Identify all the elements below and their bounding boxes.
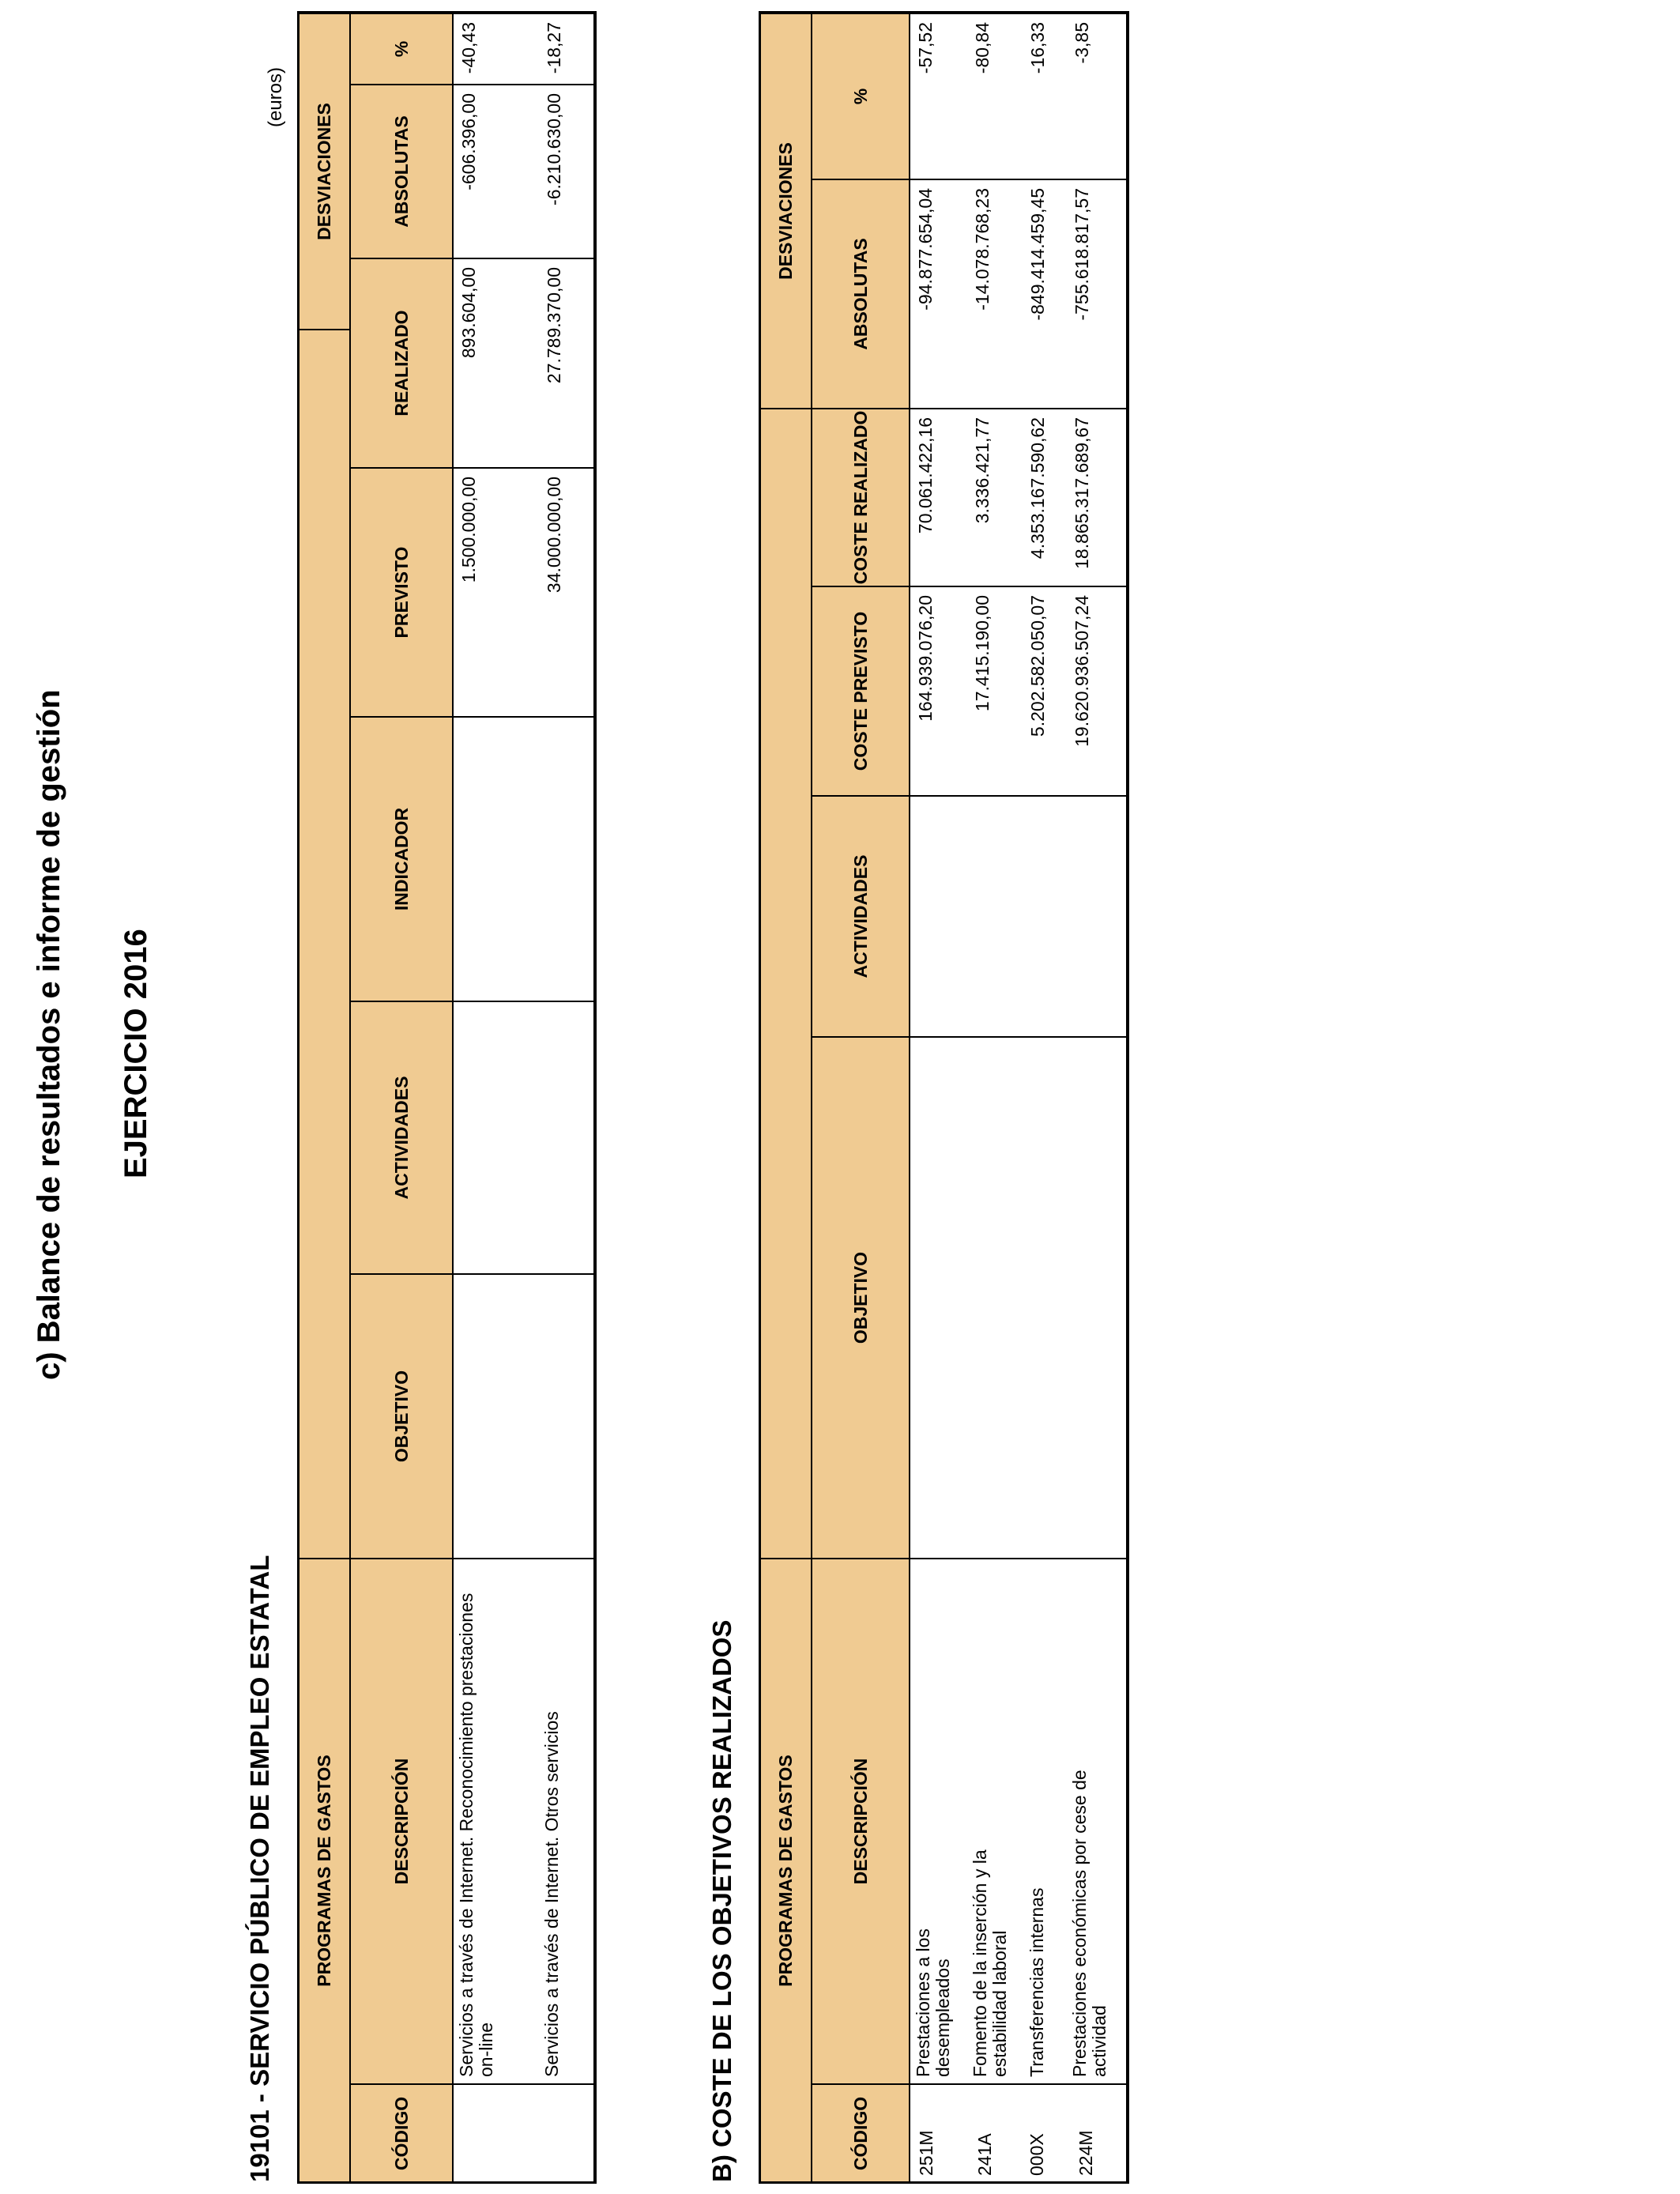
table1-deviations-label: DESVIACIONES [313, 103, 334, 240]
col-label: COSTE REALIZADO [849, 410, 871, 585]
table1-objetivo-cell [454, 1273, 595, 1558]
col-label: REALIZADO [390, 310, 412, 417]
table2 [760, 13, 1128, 2182]
units-label: (euros) [265, 66, 286, 127]
table1-realizado-cell [454, 258, 595, 467]
table1-deviations-header [299, 13, 351, 329]
descripcion-text: Transferencias internas [1026, 1887, 1047, 2077]
table2-group-header [760, 1558, 812, 2182]
table2-coste-previsto-cell [910, 586, 1128, 795]
table1-row2-descripcion: Servicios a través de Internet. Otros servicios [541, 1711, 562, 2077]
col-label: CÓDIGO [390, 2096, 412, 2171]
table1-col-realizado [351, 258, 454, 467]
table2-row3-coste-previsto: 5.202.582.050,07 [1027, 595, 1048, 737]
table1-row1-realizado: 893.604,00 [458, 267, 479, 359]
col-label: ACTIVIDADES [390, 1076, 412, 1200]
descripcion-text: Prestaciones a los desempleados [913, 1928, 954, 2077]
table2-objetivo-cell [910, 1036, 1128, 1558]
table2-row2-absolutas: -14.078.768,23 [972, 188, 993, 311]
table2-row3-coste-realizado: 4.353.167.590,62 [1027, 417, 1048, 560]
table2-row4-codigo: 224M [1075, 2130, 1096, 2176]
table1-group-header [299, 1558, 351, 2182]
table1-actividades-cell [454, 1001, 595, 1273]
table2-group-header-label: PROGRAMAS DE GASTOS [774, 1755, 796, 1987]
table1-descripcion-cell [454, 1558, 595, 2083]
table2-row1-absolutas: -94.877.654,04 [915, 188, 936, 311]
table1-col-codigo [351, 2083, 454, 2182]
table2-col-coste-previsto [812, 586, 910, 795]
table1-indicador-cell [454, 716, 595, 1001]
table1-codigo-cell [454, 2083, 595, 2182]
table1-row1-previsto: 1.500.000,00 [458, 477, 479, 583]
table2-absolutas-cell [910, 179, 1128, 408]
table1-col-previsto [351, 467, 454, 716]
page-title: c) Balance de resultados e informe de gestión [32, 689, 66, 1380]
table1-row2-absolutas: -6.210.630,00 [544, 93, 564, 205]
descripcion-text: Prestaciones económicas por cese de actividad [1069, 1770, 1110, 2077]
table1-absolutas-cell [454, 84, 595, 258]
table2-row4-coste-previsto: 19.620.936.507,24 [1072, 595, 1092, 747]
col-label: INDICADOR [390, 807, 412, 911]
table1-col-indicador [351, 716, 454, 1001]
table1-previsto-cell [454, 467, 595, 716]
table2-row1-pct: -57,52 [915, 22, 936, 74]
table2-col-coste-realizado [812, 408, 910, 586]
col-label: ABSOLUTAS [849, 238, 871, 350]
table2-row4-coste-realizado: 18.865.317.689,67 [1072, 417, 1092, 569]
table1-section-title: 19101 - SERVICIO PÚBLICO DE EMPLEO ESTATAL [245, 1555, 274, 2182]
table1 [299, 13, 595, 2182]
table2-row2-codigo: 241A [974, 2133, 995, 2176]
table2-actividades-cell [910, 795, 1128, 1036]
col-label: OBJETIVO [390, 1370, 412, 1463]
table2-pct-cell [910, 13, 1128, 179]
table2-deviations-header [760, 13, 812, 408]
table1-col-actividades [351, 1001, 454, 1273]
table1-group-header-label: PROGRAMAS DE GASTOS [313, 1755, 334, 1987]
table2-col-pct [812, 13, 910, 179]
page-subtitle: EJERCICIO 2016 [119, 929, 153, 1178]
col-label: DESCRIPCIÓN [390, 1758, 412, 1885]
table1-row1-absolutas: -606.396,00 [458, 93, 479, 190]
col-label: % [390, 40, 412, 58]
table2-row2-coste-realizado: 3.336.421,77 [972, 417, 993, 524]
table2-col-descripcion [812, 1558, 910, 2083]
table2-row2-descripcion [967, 1559, 1016, 2083]
table2-col-codigo [812, 2083, 910, 2182]
table1-header-spacer [299, 329, 351, 1558]
table1-row2-pct: -18,27 [544, 22, 564, 74]
col-label: PREVISTO [390, 546, 412, 639]
table2-col-actividades [812, 795, 910, 1036]
table2-section-title: B) COSTE DE LOS OBJETIVOS REALIZADOS [707, 1619, 736, 2182]
col-label: COSTE PREVISTO [849, 611, 871, 771]
table2-coste-realizado-cell [910, 408, 1128, 586]
table2-row3-absolutas: -849.414.459,45 [1027, 188, 1048, 321]
descripcion-text: Fomento de la inserción y la estabilidad laboral [970, 1849, 1011, 2077]
table1-row2-realizado: 27.789.370,00 [544, 267, 564, 384]
table2-row4-descripcion [1067, 1559, 1124, 2083]
table2-row1-codigo: 251M [916, 2130, 936, 2176]
col-label: DESCRIPCIÓN [849, 1758, 871, 1885]
table2-row1-descripcion [910, 1559, 967, 2083]
table1-col-descripcion [351, 1558, 454, 2083]
table1-row1-descripcion: Servicios a través de Internet. Reconocimiento prestaciones on-line [456, 1593, 497, 2077]
table2-row3-pct: -16,33 [1027, 22, 1048, 74]
table1-col-objetivo [351, 1273, 454, 1558]
table2-descripcion-cell [910, 1558, 1128, 2083]
table2-codigo-cell [910, 2083, 1128, 2182]
table1-col-pct [351, 13, 454, 84]
table2-row4-pct: -3,85 [1072, 22, 1092, 64]
table2-row3-codigo: 000X [1026, 2133, 1047, 2176]
col-label: OBJETIVO [849, 1251, 871, 1344]
table1-pct-cell [454, 13, 595, 84]
table2-col-objetivo [812, 1036, 910, 1558]
table2-col-absolutas [812, 179, 910, 408]
col-label: ABSOLUTAS [390, 115, 412, 228]
table2-row3-descripcion [1016, 1559, 1067, 2083]
table1-row1-pct: -40,43 [458, 22, 479, 74]
table1-row2-previsto: 34.000.000,00 [544, 477, 564, 594]
col-label: ACTIVIDADES [849, 854, 871, 978]
table2-row1-coste-realizado: 70.061.422,16 [915, 417, 936, 534]
table1-col-absolutas [351, 84, 454, 258]
table2-row1-coste-previsto: 164.939.076,20 [915, 595, 936, 722]
table2-deviations-label: DESVIACIONES [774, 142, 796, 280]
table2-row2-pct: -80,84 [972, 22, 993, 74]
col-label: CÓDIGO [849, 2096, 871, 2171]
table2-row4-absolutas: -755.618.817,57 [1072, 188, 1092, 321]
table2-row2-coste-previsto: 17.415.190,00 [972, 595, 993, 712]
table2-header-spacer [760, 408, 812, 1558]
col-label: % [849, 88, 871, 105]
